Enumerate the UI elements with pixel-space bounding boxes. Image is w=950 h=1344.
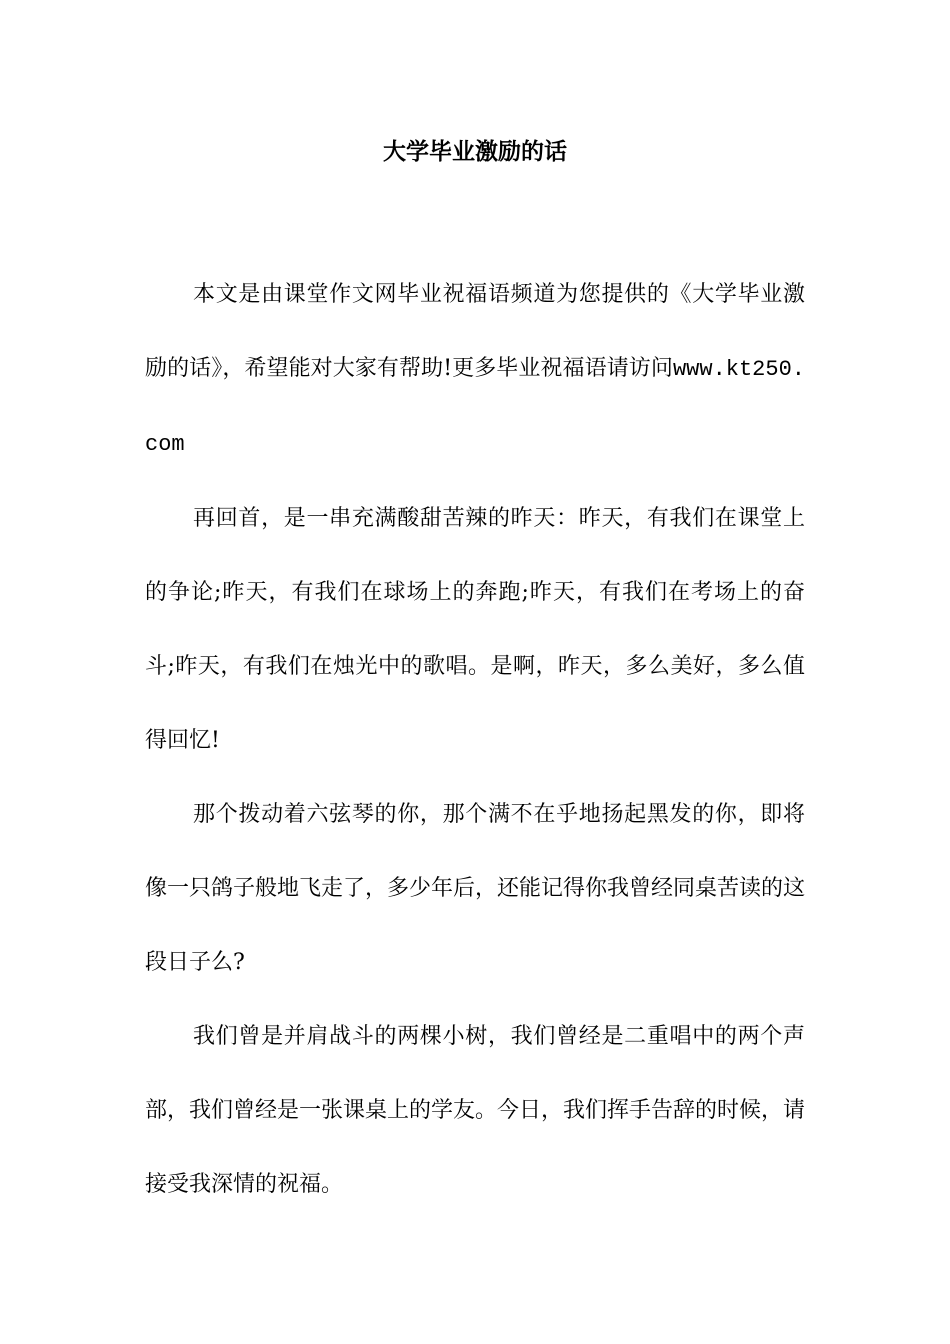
- document-title: 大学毕业激励的话: [383, 139, 567, 165]
- paragraph-intro-text: 本文是由课堂作文网毕业祝福语频道为您提供的《大学毕业激励的话》，希望能对大家有帮助!更多毕业祝福语请访问: [145, 282, 805, 381]
- paragraph-yesterday: 再回首，是一串充满酸甜苦辣的昨天：昨天，有我们在课堂上的争论;昨天，有我们在球场上的奔跑;昨天，有我们在考场上的奋斗;昨天，有我们在烛光中的歌唱。是啊，昨天，多么美好，多么值得回忆!: [145, 506, 805, 753]
- paragraph-intro: [145, 258, 805, 482]
- paragraph-farewell: 我们曾是并肩战斗的两棵小树，我们曾经是二重唱中的两个声部，我们曾经是一张课桌上的学友。今日，我们挥手告辞的时候，请接受我深情的祝福。: [145, 1024, 806, 1197]
- document-body: [145, 258, 805, 1222]
- site-url: www.kt250.com: [145, 357, 805, 457]
- paragraph-guitar: 那个拨动着六弦琴的你，那个满不在乎地扬起黑发的你，即将像一只鸽子般地飞走了，多少年后，还能记得你我曾经同桌苦读的这段日子么?: [145, 802, 806, 975]
